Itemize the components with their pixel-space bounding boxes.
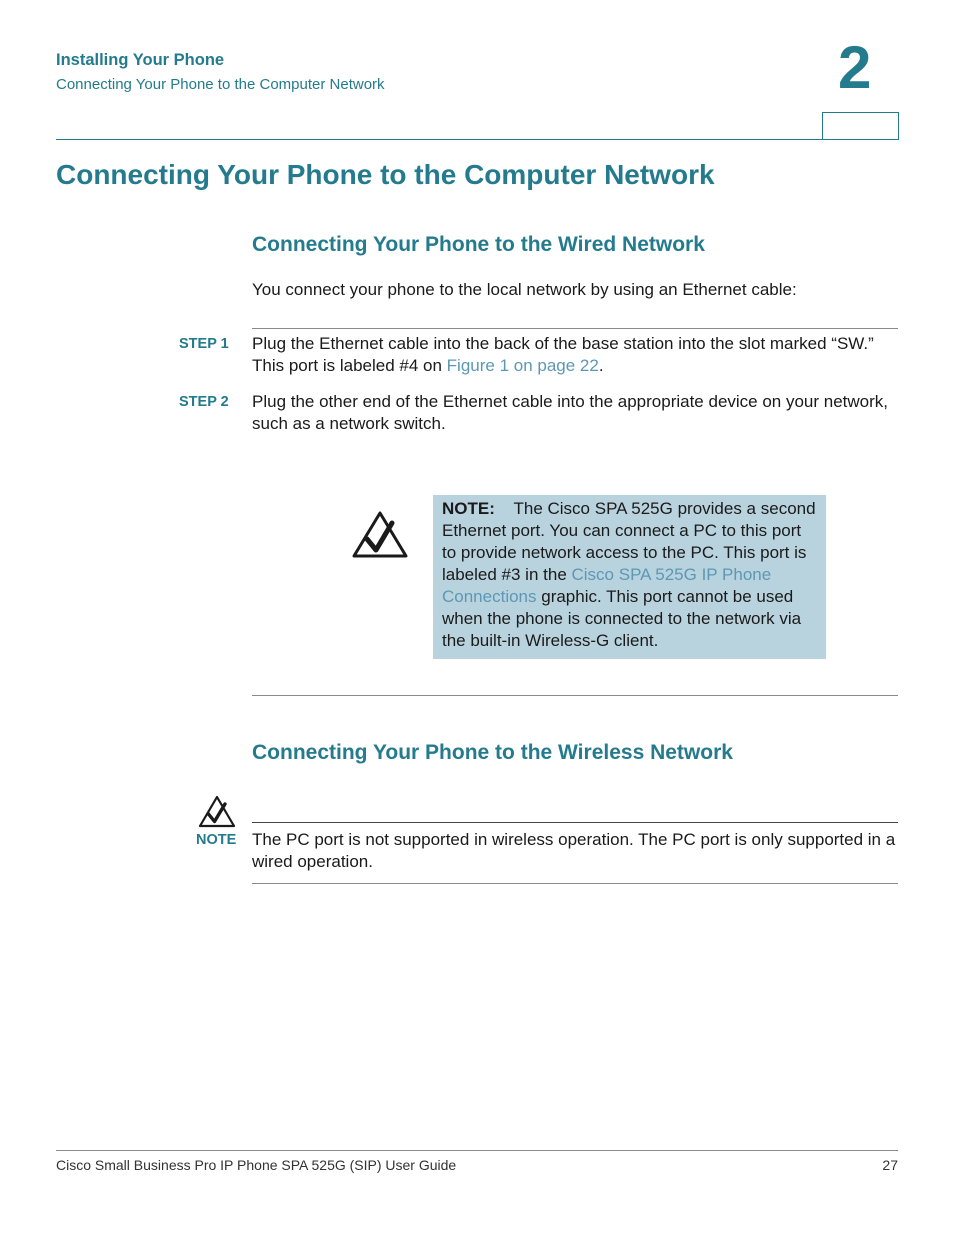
page-title: Connecting Your Phone to the Computer Network: [56, 159, 715, 190]
figure-1-link[interactable]: Figure 1 on page 22: [446, 356, 599, 375]
header-rule: [56, 139, 898, 140]
note-text-after: graphic. This port cannot be used when the phone is connected to the network via the built-in Wireless-G client.: [442, 587, 802, 650]
header-section-title: Connecting Your Phone to the Computer Network: [56, 76, 385, 93]
wired-network-heading: Connecting Your Phone to the Wired Network: [252, 233, 705, 256]
chapter-tab-box: [822, 112, 899, 140]
check-icon: [351, 510, 409, 560]
steps-top-rule: [252, 328, 898, 329]
wired-intro-text: You connect your phone to the local network by using an Ethernet cable:: [252, 280, 797, 299]
footer-guide-title: Cisco Small Business Pro IP Phone SPA 525G (SIP) User Guide: [56, 1157, 457, 1173]
wireless-note-label: NOTE: [196, 832, 237, 848]
note-label: NOTE:: [442, 499, 495, 518]
step-2-label: STEP 2: [179, 394, 229, 410]
wireless-note-bottom-rule: [252, 883, 898, 884]
step-1-text-after: .: [598, 356, 604, 375]
footer-rule: [56, 1150, 898, 1151]
note-text: [442, 498, 820, 652]
steps-bottom-rule: [252, 695, 898, 696]
note-text-before: The Cisco SPA 525G provides a second Ethernet port. You can connect a PC to this port to provide network access to the PC. This port is labeled #3 in the: [442, 499, 816, 584]
chapter-number: 2: [838, 34, 872, 101]
step-2-text: Plug the other end of the Ethernet cable into the appropriate device on your network, such as a network switch.: [252, 392, 889, 433]
phone-connections-link[interactable]: Cisco SPA 525G IP Phone Connections: [442, 565, 772, 606]
step-1-text-before: Plug the Ethernet cable into the back of the base station into the slot marked “SW.” This port is labeled #4 on: [252, 334, 874, 375]
wireless-network-heading: Connecting Your Phone to the Wireless Network: [252, 741, 733, 764]
step-1-text: [252, 333, 892, 377]
step-1-label: STEP 1: [179, 336, 229, 352]
footer-page-number: 27: [882, 1157, 898, 1173]
wireless-note-top-rule: [252, 822, 898, 823]
check-icon: [198, 795, 236, 828]
wireless-note-text: The PC port is not supported in wireless operation. The PC port is only supported in a wired operation.: [252, 830, 896, 871]
header-chapter-title: Installing Your Phone: [56, 51, 225, 69]
